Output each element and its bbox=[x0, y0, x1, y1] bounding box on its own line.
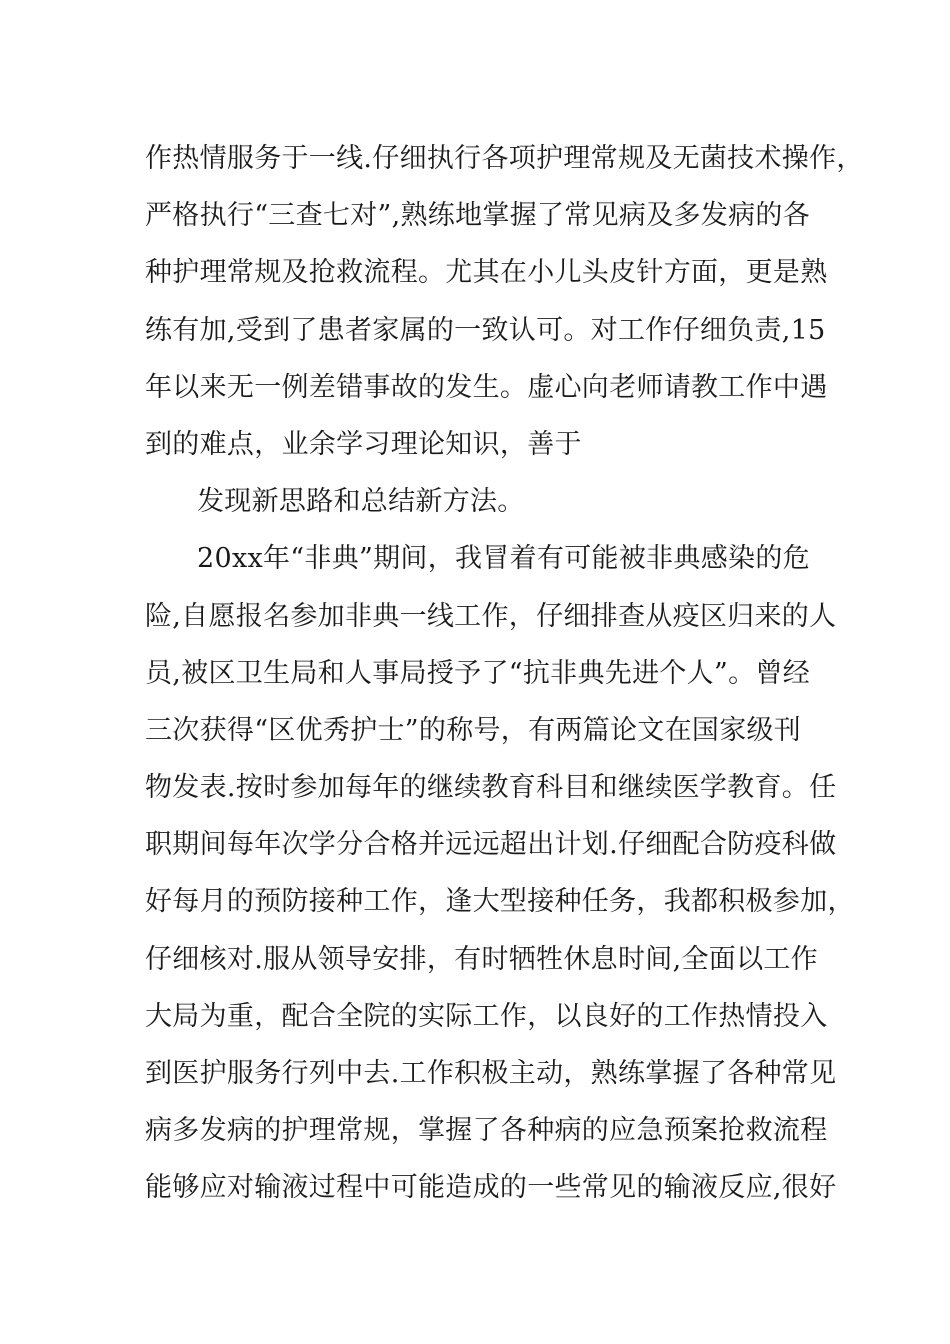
text-line-12: 物发表.按时参加每年的继续教育科目和继续医学教育。任 bbox=[145, 772, 837, 804]
text-line-6: 到的难点，业余学习理论知识，善于 bbox=[145, 428, 582, 460]
text-line-17: 到医护服务行列中去.工作积极主动，熟练掌握了各种常见 bbox=[145, 1058, 837, 1089]
text-line-5: 年以来无一例差错事故的发生。虚心向老师请教工作中遇 bbox=[145, 371, 828, 403]
text-line-13: 职期间每年次学分合格并远远超出计划.仔细配合防疫科做 bbox=[145, 829, 837, 861]
text-line-4: 练有加,受到了患者家属的一致认可。对工作仔细负责,15 bbox=[145, 314, 826, 346]
text-line-11: 三次获得“区优秀护士”的称号，有两篇论文在国家级刊 bbox=[145, 714, 802, 746]
text-line-1: 作热情服务于一线.仔细执行各项护理常规及无菌技术操作， bbox=[145, 143, 864, 174]
text-line-10: 员,被区卫生局和人事局授予了“抗非典先进个人”。曾经 bbox=[145, 657, 810, 689]
document-body bbox=[145, 130, 864, 1217]
text-line-9: 险,自愿报名参加非典一线工作，仔细排查从疫区归来的人 bbox=[145, 600, 837, 632]
text-line-2: 严格执行“三查七对”,熟练地掌握了常见病及多发病的各 bbox=[145, 200, 810, 232]
text-line-18: 病多发病的护理常规，掌握了各种病的应急预案抢救流程 bbox=[145, 1115, 828, 1147]
text-line-15: 仔细核对.服从领导安排，有时牺牲休息时间,全面以工作 bbox=[145, 943, 818, 975]
text-line-19: 能够应对输液过程中可能造成的一些常见的输液反应,很好 bbox=[145, 1172, 837, 1204]
text-line-3: 种护理常规及抢救流程。尤其在小儿头皮针方面，更是熟 bbox=[145, 257, 828, 289]
text-line-14: 好每月的预防接种工作，逢大型接种任务，我都积极参加， bbox=[145, 886, 855, 918]
text-line-16: 大局为重，配合全院的实际工作，以良好的工作热情投入 bbox=[145, 1000, 828, 1032]
text-line-8: 20xx年“非典”期间，我冒着有可能被非典感染的危 bbox=[197, 543, 810, 575]
text-line-7: 发现新思路和总结新方法。 bbox=[197, 486, 525, 518]
